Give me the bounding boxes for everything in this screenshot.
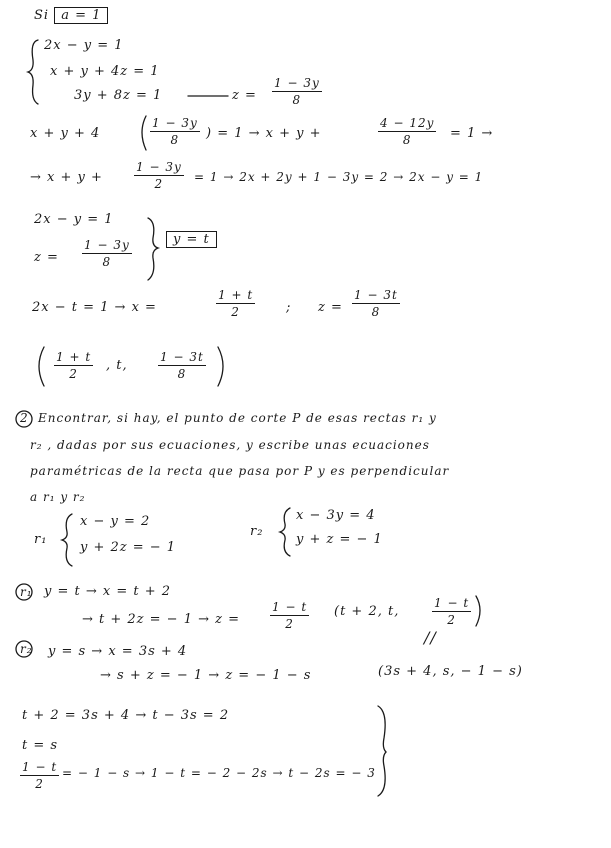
system1-eq1: 2x − y = 1	[44, 38, 124, 53]
fraction-denominator: 8	[292, 93, 302, 107]
system1-brace	[28, 40, 38, 104]
final-line2: t = s	[22, 738, 59, 753]
fraction-numerator: 1 − 3y	[152, 116, 198, 130]
solution-left-paren	[39, 347, 44, 386]
system2-brace	[148, 218, 158, 280]
final-line3: = − 1 − s → 1 − t = − 2 − 2s → t − 2s = − 3	[62, 766, 376, 780]
subst-fraction-1	[150, 116, 200, 147]
r1-work-line2: → t + 2z = − 1 → z =	[82, 612, 241, 627]
solve-z-fraction	[352, 288, 400, 319]
subst-line2-end: = 1 → 2x + 2y + 1 − 3y = 2 → 2x − y = 1	[194, 170, 484, 184]
r2-def-eq1: x − 3y = 4	[296, 508, 376, 523]
problem2-line2: r₂ , dadas por sus ecuaciones, y escribe unas ecuaciones	[30, 438, 430, 452]
r2-def-label: r₂	[250, 524, 264, 539]
fraction-numerator: 4 − 12y	[380, 116, 435, 130]
subst-line1-left: x + y + 4	[30, 126, 101, 141]
fraction-denominator: 8	[102, 255, 112, 269]
fraction-denominator: 2	[447, 613, 456, 627]
header-line	[34, 8, 108, 23]
fraction-denominator: 2	[154, 177, 164, 191]
r1-point-left: (t + 2, t,	[334, 604, 400, 619]
r1-def-eq1: x − y = 2	[80, 514, 151, 529]
final-line1: t + 2 = 3s + 4 → t − 3s = 2	[22, 708, 230, 723]
fraction-numerator: 1 + t	[56, 350, 92, 364]
r1-def-label: r₁	[34, 532, 48, 547]
fraction-numerator: 1 − 3t	[354, 288, 398, 302]
fraction-numerator: 1 − 3t	[160, 350, 204, 364]
fraction-numerator: 1 − t	[22, 760, 58, 774]
problem2-line3: paramétricas de la recta que pasa por P y es perpendicular	[30, 464, 450, 478]
fraction-denominator: 8	[402, 133, 412, 147]
subst-line2-left: → x + y +	[30, 170, 103, 185]
r1-point-fraction	[432, 596, 471, 627]
system1-z-label: z =	[232, 88, 257, 103]
solution-right-paren	[218, 347, 223, 386]
fraction-numerator: 1 + t	[218, 288, 254, 302]
r1-work-label: r₁	[20, 585, 33, 599]
r1-def-eq2: y + 2z = − 1	[80, 540, 177, 555]
fraction-denominator: 8	[371, 305, 381, 319]
system2-z-fraction	[82, 238, 132, 269]
subst-fraction-2	[378, 116, 436, 147]
solve-x-left: 2x − t = 1 → x =	[32, 300, 157, 315]
subst-fraction-3	[134, 160, 184, 191]
fraction-numerator: 1 − 3y	[84, 238, 130, 252]
solve-separator: ;	[286, 300, 292, 315]
final-fraction	[20, 760, 59, 791]
system1-z-fraction	[272, 76, 322, 107]
fraction-numerator: 1 − t	[434, 596, 470, 610]
r1-mark: //	[424, 628, 437, 647]
fraction-denominator: 2	[285, 617, 294, 631]
r1-point-right-paren	[476, 596, 480, 626]
final-brace	[378, 706, 386, 796]
fraction-numerator: 1 − 3y	[274, 76, 320, 90]
r2-def-eq2: y + z = − 1	[296, 532, 383, 547]
param-line	[166, 232, 217, 247]
solution-x-fraction	[54, 350, 93, 381]
r1-work-line1: y = t → x = t + 2	[44, 584, 172, 599]
r2-work-line1: y = s → x = 3s + 4	[48, 644, 188, 659]
system1-eq3: 3y + 8z = 1	[74, 88, 163, 103]
r2-point: (3s + 4, s, − 1 − s)	[378, 664, 523, 679]
r2-work-label: r₂	[20, 642, 33, 656]
subst-line1-mid: ) = 1 → x + y +	[206, 126, 322, 141]
solution-middle: , t,	[106, 358, 128, 373]
fraction-denominator: 2	[35, 777, 44, 791]
r1-brace	[62, 514, 72, 566]
system2-eq1: 2x − y = 1	[34, 212, 114, 227]
fraction-numerator: 1 − 3y	[136, 160, 182, 174]
problem2-number: 2	[20, 411, 29, 425]
r2-brace	[280, 508, 290, 556]
solve-x-fraction	[216, 288, 255, 319]
problem2-line1: Encontrar, si hay, el punto de corte P de esas rectas r₁ y	[38, 411, 437, 425]
r2-work-line2: → s + z = − 1 → z = − 1 − s	[100, 668, 312, 683]
fraction-numerator: 1 − t	[272, 600, 308, 614]
solve-z-label: z =	[318, 300, 343, 315]
case-box: a = 1	[54, 7, 108, 24]
left-paren	[142, 116, 146, 150]
system1-eq2: x + y + 4z = 1	[50, 64, 160, 79]
param-box: y = t	[166, 231, 217, 248]
system2-z-label: z =	[34, 250, 59, 265]
solution-z-fraction	[158, 350, 206, 381]
fraction-denominator: 8	[177, 367, 187, 381]
problem2-line4: a r₁ y r₂	[30, 490, 86, 504]
r1-z-fraction	[270, 600, 309, 631]
subst-line1-end: = 1 →	[450, 126, 494, 141]
header-prefix: Si	[34, 8, 50, 23]
fraction-denominator: 8	[170, 133, 180, 147]
fraction-denominator: 2	[231, 305, 240, 319]
fraction-denominator: 2	[69, 367, 78, 381]
